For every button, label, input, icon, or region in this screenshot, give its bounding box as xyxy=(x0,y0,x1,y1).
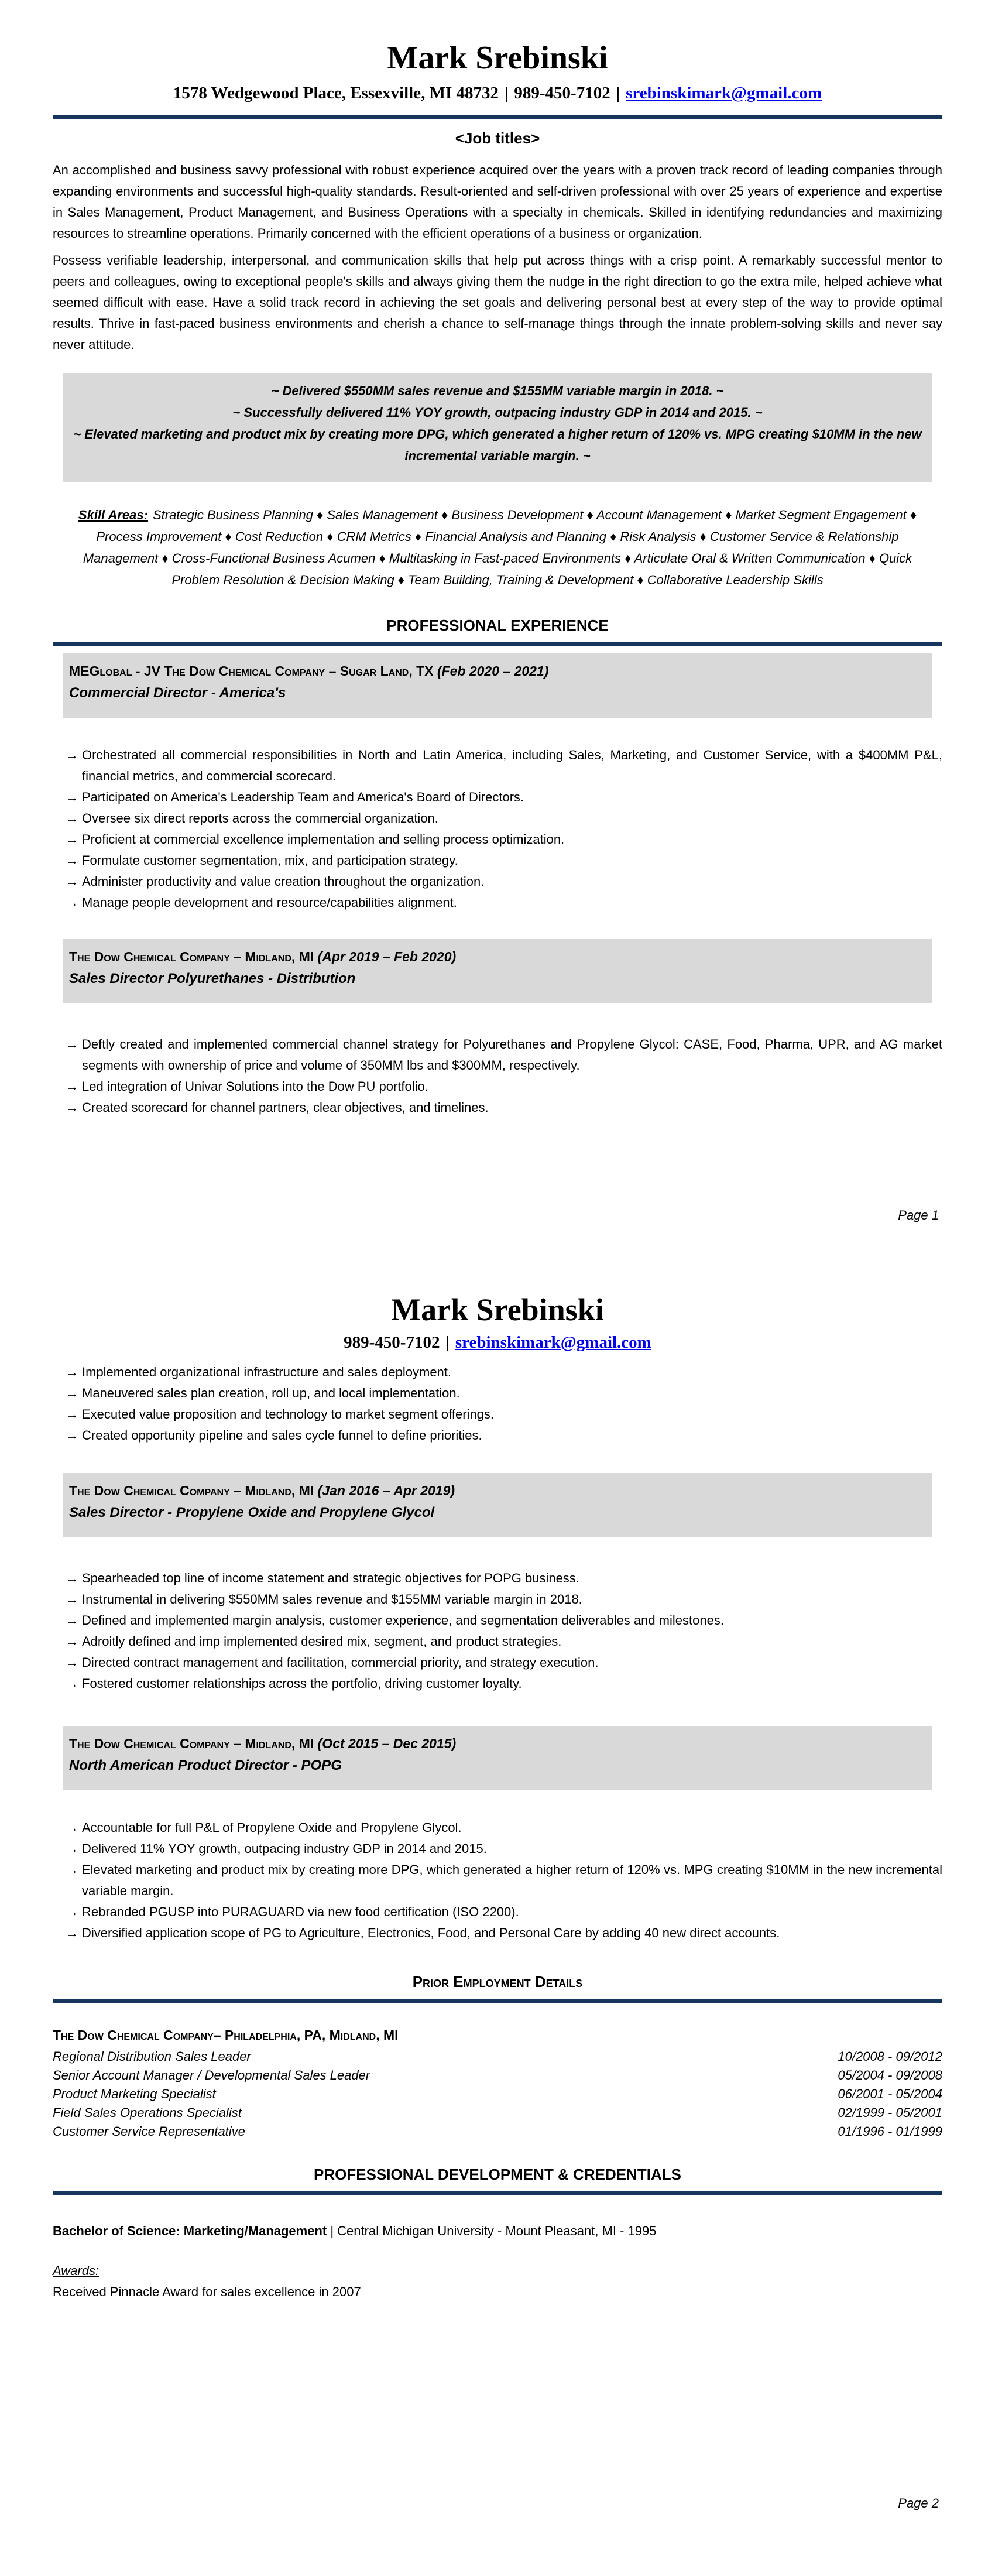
bullet-item xyxy=(53,1589,942,1610)
arrow-bullet-icon: → xyxy=(66,1862,78,1877)
arrow-bullet-icon: → xyxy=(66,1407,78,1421)
bullet-text: Rebranded PGUSP into PURAGUARD via new food certification (ISO 2200). xyxy=(82,1904,519,1919)
bullet-text: Fostered customer relationships across the portfolio, driving customer loyalty. xyxy=(82,1676,522,1691)
job-bullets-dow-2016 xyxy=(53,1568,942,1694)
contact-separator: | xyxy=(616,84,620,102)
contact-phone: 989-450-7102 xyxy=(344,1333,440,1352)
bullet-item xyxy=(53,1383,942,1404)
arrow-bullet-icon: → xyxy=(66,1428,78,1443)
role-title: Sales Director - Propylene Oxide and Propylene Glycol xyxy=(69,1505,435,1520)
prior-company-name: The Dow Chemical Company– Philadelphia, PA, Midland, MI xyxy=(53,2027,399,2043)
award-text: Received Pinnacle Award for sales excellence in 2007 xyxy=(53,2284,361,2299)
arrow-bullet-icon: → xyxy=(66,874,78,889)
paragraph: ~ Successfully delivered 11% YOY growth, outpacing industry GDP in 2014 and 2015. ~ xyxy=(232,405,763,420)
bullet-text: Maneuvered sales plan creation, roll up, and local implementation. xyxy=(82,1386,460,1400)
prior-role-title: Senior Account Manager / Developmental Sales Leader xyxy=(53,2068,370,2082)
prior-role-row xyxy=(53,2085,942,2104)
prior-roles-list xyxy=(53,2047,942,2141)
role-title: Commercial Director - America's xyxy=(69,685,286,701)
prior-role-row xyxy=(53,2047,942,2066)
arrow-bullet-icon: → xyxy=(66,832,78,847)
section-divider xyxy=(53,642,942,646)
bullet-item xyxy=(53,745,942,787)
contact-phone: 989-450-7102 xyxy=(514,84,610,102)
job-bullets-dow-2019-part2 xyxy=(53,1362,942,1446)
bullet-text: Instrumental in delivering $550MM sales revenue and $155MM variable margin in 2018. xyxy=(82,1592,582,1606)
bullet-item xyxy=(53,1673,942,1694)
arrow-bullet-icon: → xyxy=(66,1386,78,1400)
email-link[interactable]: srebinskimark@gmail.com xyxy=(455,1333,651,1352)
resume-page-2 xyxy=(0,1253,995,2576)
bullet-text: Diversified application scope of PG to Agriculture, Electronics, Food, and Personal Care by adding 40 new direct accounts. xyxy=(82,1926,780,1940)
bullet-text: Proficient at commercial excellence implementation and selling process optimization. xyxy=(82,832,565,847)
arrow-bullet-icon: → xyxy=(66,1592,78,1606)
prior-role-dates: 01/1996 - 01/1999 xyxy=(838,2124,942,2139)
job-header-meglobal xyxy=(63,653,932,718)
header-divider xyxy=(53,115,942,119)
bullet-text: Created opportunity pipeline and sales cycle funnel to define priorities. xyxy=(82,1428,482,1443)
section-heading-prior-employment: Prior Employment Details xyxy=(412,1973,583,1991)
company-name: The Dow Chemical Company – Midland, MI xyxy=(69,1483,318,1498)
prior-role-dates: 05/2004 - 09/2008 xyxy=(838,2068,942,2082)
arrow-bullet-icon: → xyxy=(66,790,78,804)
company-name: The Dow Chemical Company – Midland, MI xyxy=(69,949,318,964)
highlights-block xyxy=(63,373,932,482)
paragraph: Possess verifiable leadership, interpersonal, and communication skills that help put across things with a crisp point. A remarkably successful mentor to peers and colleagues, owing to exceptional people's skills and always giving them the nudge in the right direction to go the extra mile, helped achieve what seemed difficult with ease. Have a solid track record in achieving the set goals and delivering personal best at every step of the way to provide optimal results. Thrive in fast-paced business environments and cherish a chance to self-manage things through the innate problem-solving skills and never say never attitude. xyxy=(53,253,942,352)
company-name: MEGlobal - JV The Dow Chemical Company – Sugar Land, TX xyxy=(69,663,437,679)
contact-line-page2 xyxy=(53,1330,942,1355)
company-line xyxy=(69,946,926,968)
bullet-item xyxy=(53,1076,942,1097)
bullet-text: Spearheaded top line of income statement and strategic objectives for POPG business. xyxy=(82,1571,579,1585)
company-line xyxy=(69,1480,926,1502)
section-heading-development: PROFESSIONAL DEVELOPMENT & CREDENTIALS xyxy=(314,2166,681,2183)
bullet-item xyxy=(53,1902,942,1923)
awards-label: Awards: xyxy=(53,2263,100,2278)
arrow-bullet-icon: → xyxy=(66,895,78,910)
arrow-bullet-icon: → xyxy=(66,1820,78,1835)
bullet-item xyxy=(53,1838,942,1859)
job-header-dow-2016 xyxy=(63,1473,932,1537)
prior-role-title: Regional Distribution Sales Leader xyxy=(53,2049,251,2064)
paragraph: An accomplished and business savvy professional with robust experience acquired over the years with a proven track record of leading companies through expanding environments and successful high-quality standards. Result-oriented and self-driven professional with over 25 years of experience and expertise in Sales Management, Product Management, and Business Operations with a specialty in chemicals. Skilled in identifying redundancies and maximizing resources to streamline operations. Primarily concerned with the efficient operations of a business or organization. xyxy=(53,163,942,241)
company-dates: (Jan 2016 – Apr 2019) xyxy=(317,1483,455,1498)
bullet-item xyxy=(53,850,942,871)
job-header-dow-2015 xyxy=(63,1726,932,1790)
company-name: The Dow Chemical Company – Midland, MI xyxy=(69,1736,318,1751)
company-dates: (Apr 2019 – Feb 2020) xyxy=(317,949,457,964)
skill-areas-label: Skill Areas: xyxy=(78,508,148,522)
bullet-item xyxy=(53,1817,942,1838)
bullet-item xyxy=(53,1404,942,1425)
job-header-dow-2019 xyxy=(63,939,932,1003)
bullet-item xyxy=(53,1923,942,1944)
company-dates: (Feb 2020 – 2021) xyxy=(437,663,549,679)
skill-areas-text: Strategic Business Planning ♦ Sales Management ♦ Business Development ♦ Account Management ♦ Market Segment Engagement ♦ Process Improvement ♦ Cost Reduction ♦ CRM Metrics ♦ Financial Analysis and Planning ♦ Risk Analysis ♦ Customer Service & Relationship Management ♦ Cross-Functional Business Acumen ♦ Multitasking in Fast-paced Environments ♦ Articulate Oral & Written Communication ♦ Quick Problem Resolution & Decision Making ♦ Team Building, Training & Development ♦ Collaborative Leadership Skills xyxy=(83,508,917,587)
bullet-item xyxy=(53,829,942,850)
prior-role-title: Customer Service Representative xyxy=(53,2124,245,2139)
arrow-bullet-icon: → xyxy=(66,748,78,762)
arrow-bullet-icon: → xyxy=(66,1634,78,1649)
contact-separator: | xyxy=(504,84,509,102)
bullet-text: Adroitly defined and imp implemented desired mix, segment, and product strategies. xyxy=(82,1634,562,1649)
resume-page-1 xyxy=(0,0,995,1253)
arrow-bullet-icon: → xyxy=(66,853,78,868)
bullet-item xyxy=(53,808,942,829)
bullet-item xyxy=(53,1362,942,1383)
role-title: North American Product Director - POPG xyxy=(69,1758,342,1773)
job-bullets-meglobal xyxy=(53,745,942,913)
bullet-item xyxy=(53,871,942,892)
company-line xyxy=(69,660,926,682)
bullet-text: Participated on America's Leadership Team and America's Board of Directors. xyxy=(82,790,524,804)
prior-role-title: Product Marketing Specialist xyxy=(53,2087,216,2101)
bullet-item xyxy=(53,1859,942,1902)
job-bullets-dow-2015 xyxy=(53,1817,942,1944)
email-link[interactable]: srebinskimark@gmail.com xyxy=(626,84,822,102)
bullet-item xyxy=(53,1034,942,1076)
contact-address: 1578 Wedgewood Place, Essexville, MI 48732 xyxy=(173,84,499,102)
bullet-item xyxy=(53,1610,942,1631)
education-line xyxy=(53,2221,942,2241)
company-line xyxy=(69,1733,926,1755)
bullet-text: Manage people development and resource/capabilities alignment. xyxy=(82,895,457,910)
paragraph: ~ Elevated marketing and product mix by creating more DPG, which generated a higher return of 120% vs. MPG creating $10MM in the new incremental variable margin. ~ xyxy=(73,427,922,463)
bullet-text: Created scorecard for channel partners, clear objectives, and timelines. xyxy=(82,1100,489,1115)
bullet-item xyxy=(53,1631,942,1652)
bullet-text: Administer productivity and value creation throughout the organization. xyxy=(82,874,485,889)
degree-institution: | Central Michigan University - Mount Pleasant, MI - 1995 xyxy=(327,2224,657,2238)
bullet-item xyxy=(53,1652,942,1673)
bullet-text: Elevated marketing and product mix by creating more DPG, which generated a higher return of 120% vs. MPG creating $10MM in the new incremental variable margin. xyxy=(82,1862,942,1898)
arrow-bullet-icon: → xyxy=(66,1100,78,1115)
prior-role-dates: 02/1999 - 05/2001 xyxy=(838,2105,942,2120)
role-title: Sales Director Polyurethanes - Distribution xyxy=(69,971,356,986)
prior-role-row xyxy=(53,2122,942,2141)
bullet-text: Led integration of Univar Solutions into the Dow PU portfolio. xyxy=(82,1079,428,1094)
bullet-text: Delivered 11% YOY growth, outpacing industry GDP in 2014 and 2015. xyxy=(82,1841,487,1856)
prior-role-dates: 10/2008 - 09/2012 xyxy=(838,2049,942,2064)
bullet-text: Orchestrated all commercial responsibilities in North and Latin America, including Sales, Marketing, and Customer Service, with a $400MM P&L, financial metrics, and commercial scorecard. xyxy=(82,748,942,783)
prior-role-row xyxy=(53,2104,942,2122)
skill-areas xyxy=(53,504,942,591)
arrow-bullet-icon: → xyxy=(66,811,78,825)
job-bullets-dow-2019-part1 xyxy=(53,1034,942,1118)
degree-name: Bachelor of Science: Marketing/Management xyxy=(53,2224,327,2238)
bullet-text: Implemented organizational infrastructure and sales deployment. xyxy=(82,1365,452,1379)
arrow-bullet-icon: → xyxy=(66,1841,78,1856)
bullet-text: Executed value proposition and technology to market segment offerings. xyxy=(82,1407,495,1421)
arrow-bullet-icon: → xyxy=(66,1655,78,1670)
paragraph: ~ Delivered $550MM sales revenue and $155MM variable margin in 2018. ~ xyxy=(271,383,724,398)
page-number-2: Page 2 xyxy=(898,2496,939,2510)
arrow-bullet-icon: → xyxy=(66,1926,78,1940)
arrow-bullet-icon: → xyxy=(66,1904,78,1919)
prior-role-row xyxy=(53,2066,942,2085)
bullet-item xyxy=(53,1097,942,1118)
job-titles-placeholder: <Job titles> xyxy=(455,129,540,147)
section-divider xyxy=(53,2191,942,2195)
prior-role-dates: 06/2001 - 05/2004 xyxy=(838,2087,942,2101)
bullet-text: Accountable for full P&L of Propylene Oxide and Propylene Glycol. xyxy=(82,1820,462,1835)
arrow-bullet-icon: → xyxy=(66,1613,78,1628)
arrow-bullet-icon: → xyxy=(66,1365,78,1379)
candidate-name: Mark Srebinski xyxy=(387,40,608,76)
bullet-text: Deftly created and implemented commercial channel strategy for Polyurethanes and Propylene Glycol: CASE, Food, Pharma, UPR, and AG market segments with ownership of price and volume of 350MM lbs and $300MM, respectively. xyxy=(82,1037,942,1073)
page-number-1: Page 1 xyxy=(898,1208,939,1222)
candidate-name-page2: Mark Srebinski xyxy=(391,1292,604,1327)
contact-line xyxy=(53,81,942,105)
bullet-text: Oversee six direct reports across the commercial organization. xyxy=(82,811,438,825)
bullet-item xyxy=(53,1425,942,1446)
prior-role-title: Field Sales Operations Specialist xyxy=(53,2105,242,2120)
arrow-bullet-icon: → xyxy=(66,1037,78,1051)
section-heading-experience: PROFESSIONAL EXPERIENCE xyxy=(386,616,609,634)
arrow-bullet-icon: → xyxy=(66,1079,78,1094)
summary-section xyxy=(53,160,942,355)
bullet-text: Formulate customer segmentation, mix, and participation strategy. xyxy=(82,853,458,868)
contact-separator: | xyxy=(445,1333,450,1352)
bullet-item xyxy=(53,787,942,808)
arrow-bullet-icon: → xyxy=(66,1571,78,1585)
section-divider xyxy=(53,1999,942,2003)
bullet-text: Defined and implemented margin analysis, customer experience, and segmentation deliverables and milestones. xyxy=(82,1613,724,1628)
bullet-item xyxy=(53,1568,942,1589)
company-dates: (Oct 2015 – Dec 2015) xyxy=(317,1736,457,1751)
bullet-item xyxy=(53,892,942,913)
bullet-text: Directed contract management and facilitation, commercial priority, and strategy execution. xyxy=(82,1655,599,1670)
arrow-bullet-icon: → xyxy=(66,1676,78,1691)
